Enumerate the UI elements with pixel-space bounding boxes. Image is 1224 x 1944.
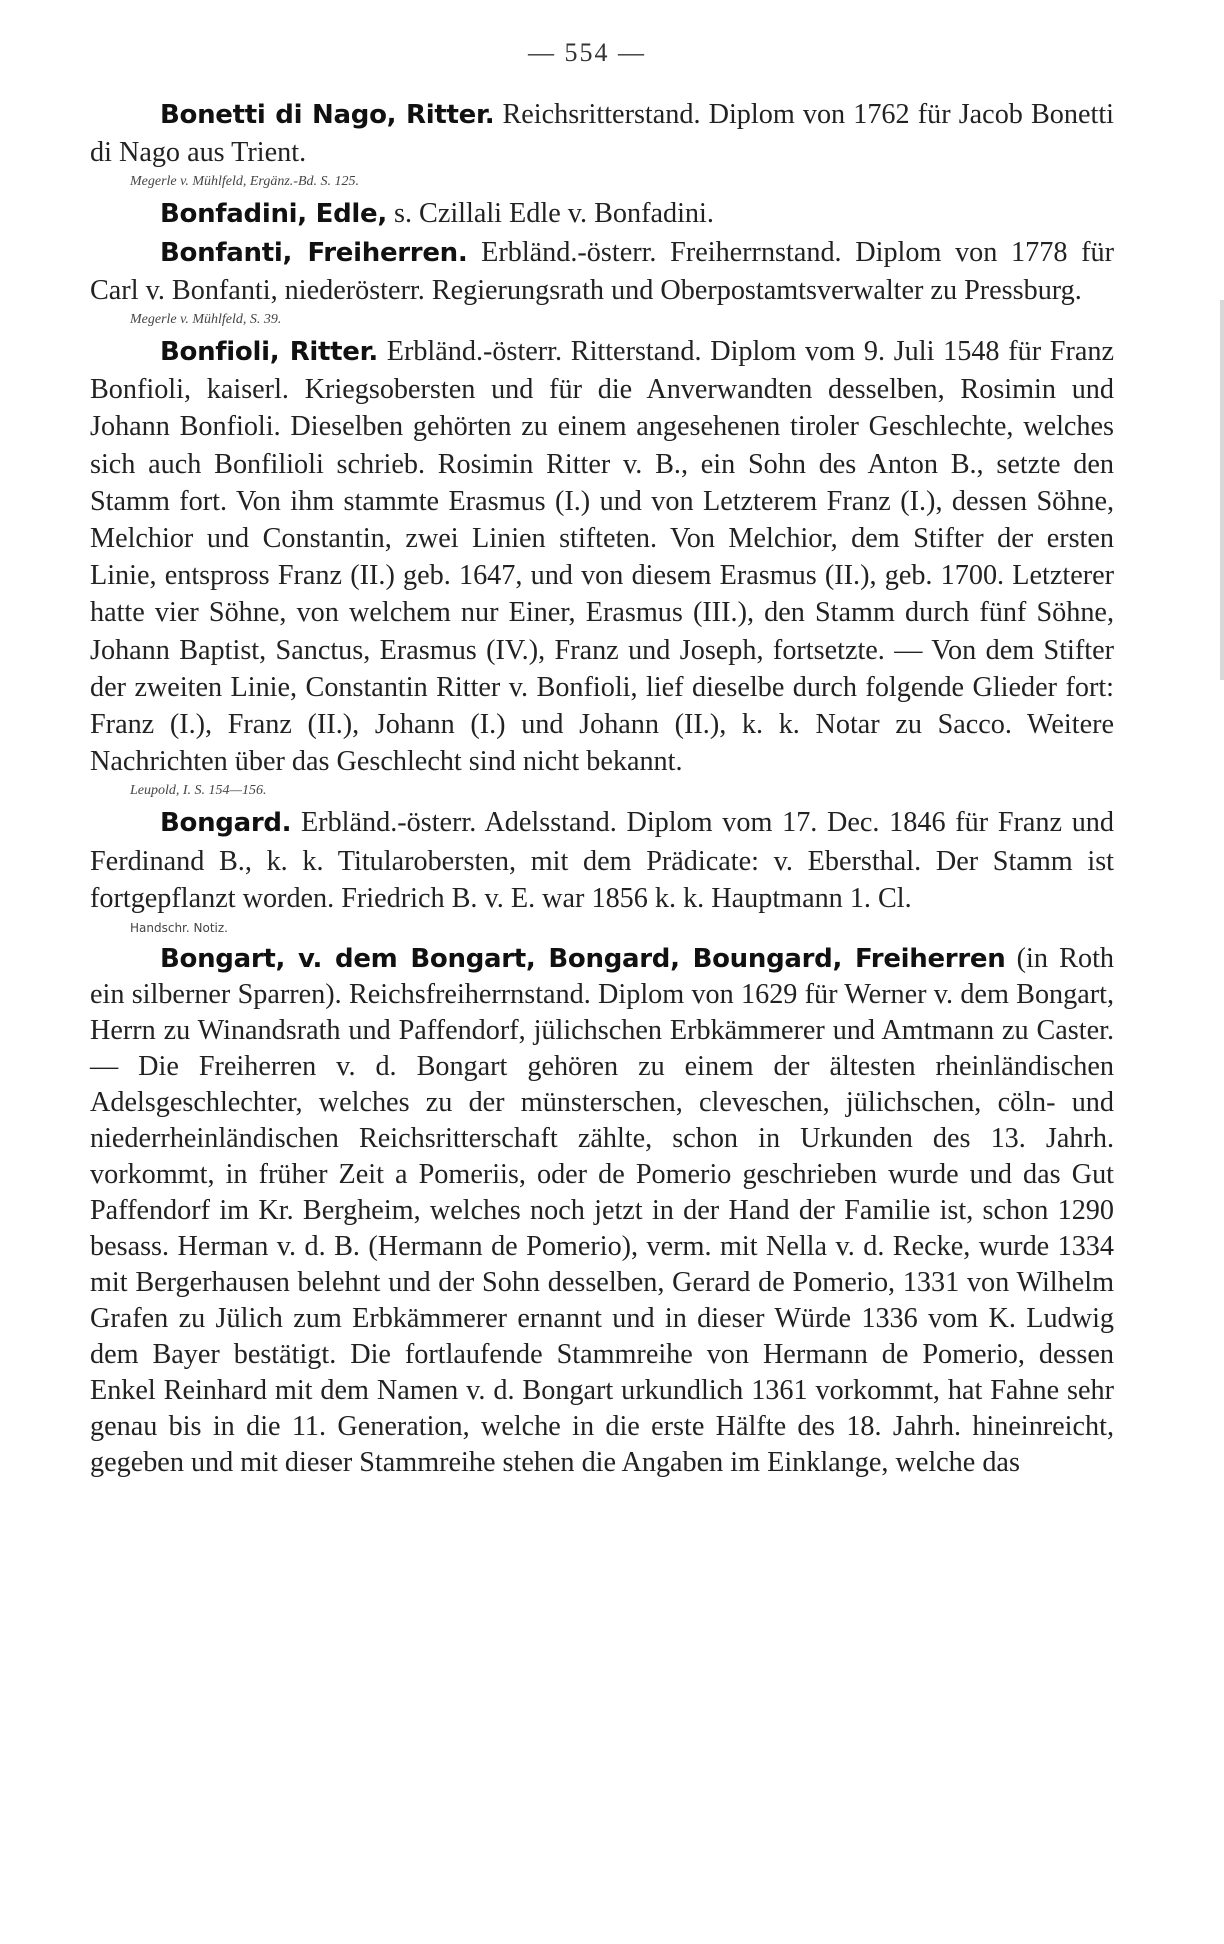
entry-bongard: [90, 804, 1114, 939]
entry-body: s. Czillali Edle v. Bonfadini.: [386, 198, 714, 230]
entry-source: Handschr. Notiz.: [130, 921, 228, 936]
entry-body: Erbländ.-österr. Adelsstand. Diplom vom 17. Dec. 1846 für Franz und Ferdinand B., k. k. Titularobersten, mit dem Prädicate: v. Ebersthal. Der Stamm ist fortgepflanzt worden. Friedrich B. v. E. war 1856 k. k. Hauptmann 1. Cl.: [90, 807, 1114, 914]
document-page: [90, 38, 1114, 1481]
entry-text: [90, 804, 1114, 917]
page-edge-shadow: [1220, 300, 1224, 680]
entry-body: Erbländ.-österr. Freiherrnstand. Diplom von 1778 für Carl v. Bonfanti, niederösterr. Regierungsrath und Oberpostamtsverwalter zu Pressburg.: [90, 236, 1114, 306]
entry-bonfioli: [90, 333, 1114, 802]
entry-bonfadini: [90, 195, 1114, 233]
entry-bonfanti: [90, 234, 1114, 331]
entry-headword: Bongard.: [160, 808, 292, 839]
entry-headword: Bongart, v. dem Bongart, Bongard, Boungard, Freiherren: [160, 944, 1006, 975]
entry-body: (in Roth ein silberner Sparren). Reichsfreiherrnstand. Diplom von 1629 für Werner v. dem Bongart, Herrn zu Winandsrath und Paffendorf, jülichschen Erbkämmerer und Amtmann zu Caster. — Die Freiherren v. d. Bongart gehören zu einem der ältesten rheinländischen Adelsgeschlechter, welches zu der münsterschen, cleveschen, jülichschen, cöln- und niederrheinländischen Reichsritterschaft zählte, schon in Urkunden des 13. Jahrh. vorkommt, in früher Zeit a Pomeriis, oder de Pomerio geschrieben wurde und das Gut Paffendorf im Kr. Bergheim, welches noch jetzt in der Hand der Familie ist, schon 1290 besass. Herman v. d. B. (Hermann de Pomerio), verm. mit Nella v. d. Recke, wurde 1334 mit Bergerhausen belehnt und der Sohn desselben, Gerard de Pomerio, 1331 von Wilhelm Grafen zu Jülich zum Erbkämmerer ernannt und in dieser Würde 1336 vom K. Ludwig dem Bayer bestätigt. Die fortlaufende Stammreihe von Hermann de Pomerio, dessen Enkel Reinhard mit dem Namen v. d. Bongart urkundlich 1361 vorkommt, hat Fahne sehr genau bis in die 11. Generation, welche in die erste Hälfte des 18. Jahrh. hineinreicht, gegeben und mit dieser Stammreihe stehen die Angaben im Einklange, welche das: [90, 943, 1114, 1479]
entry-headword: Bonfanti, Freiherren.: [160, 237, 468, 268]
entry-text: [90, 195, 1114, 233]
entry-headword: Bonfadini, Edle,: [160, 199, 387, 230]
entry-source: Leupold, I. S. 154—156.: [130, 783, 267, 799]
entry-bongart: [90, 941, 1114, 1481]
entry-text: [90, 234, 1114, 309]
entry-headword: Bonetti di Nago, Ritter.: [160, 100, 495, 130]
entry-bonetti: [90, 96, 1114, 193]
entry-text: [90, 333, 1114, 780]
entry-body: Erbländ.-österr. Ritterstand. Diplom vom 9. Juli 1548 für Franz Bonfioli, kaiserl. Kriegsobersten und für die Anverwandten desselben, Rosimin und Johann Bonfioli. Dieselben gehörten zu einem angesehenen tiroler Geschlechte, welches sich auch Bonfilioli schrieb. Rosimin Ritter v. B., ein Sohn des Anton B., setzte den Stamm fort. Von ihm stammte Erasmus (I.) und von Letzterem Franz (I.), dessen Söhne, Melchior und Constantin, zwei Linien stifteten. Von Melchior, dem Stifter der ersten Linie, entspross Franz (II.) geb. 1647, und von diesem Erasmus (II.), geb. 1700. Letzterer hatte vier Söhne, von welchem nur Einer, Erasmus (III.), den Stamm durch fünf Söhne, Johann Baptist, Sanctus, Erasmus (IV.), Franz und Joseph, fortsetzte. — Von dem Stifter der zweiten Linie, Constantin Ritter v. Bonfioli, lief dieselbe durch folgende Glieder fort: Franz (I.), Franz (II.), Johann (I.) und Johann (II.), k. k. Notar zu Sacco. Weitere Nachrichten über das Geschlecht sind nicht bekannt.: [90, 336, 1114, 778]
entry-text: [90, 941, 1114, 1481]
entry-source: Megerle v. Mühlfeld, Ergänz.-Bd. S. 125.: [130, 174, 360, 190]
entry-source: Megerle v. Mühlfeld, S. 39.: [130, 312, 282, 328]
entry-headword: Bonfioli, Ritter.: [160, 337, 379, 368]
entry-body: Reichsritterstand. Diplom von 1762 für Jacob Bonetti di Nago aus Trient.: [90, 99, 1114, 169]
entry-text: [90, 96, 1114, 171]
page-number: — 554 —: [528, 38, 646, 67]
